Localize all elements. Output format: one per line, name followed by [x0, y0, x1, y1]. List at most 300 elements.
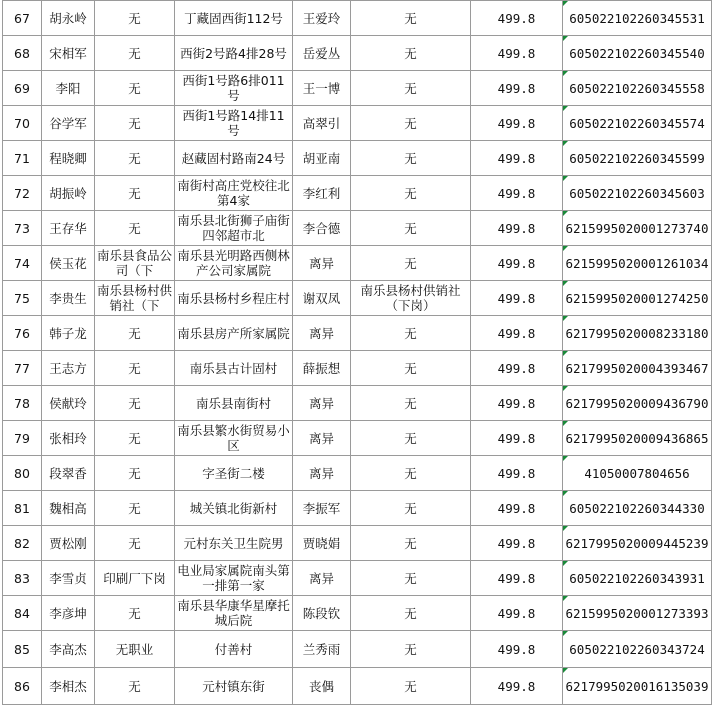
amount-cell [471, 211, 563, 246]
row-number [3, 631, 42, 668]
amount-cell-text: 499.8 [497, 10, 536, 26]
workplace-cell-text: 无 [128, 185, 141, 201]
address-cell-text: 电业局家属院南头第一排第一家 [177, 563, 290, 593]
account-cell [563, 596, 712, 631]
amount-cell [471, 36, 563, 71]
table-row [3, 668, 712, 705]
name-cell [42, 421, 95, 456]
address-cell-text: 南街村高庄党校往北第4家 [177, 178, 290, 208]
spouse-workplace-cell [351, 668, 471, 705]
address-cell-text: 南乐县华康华星摩托城后院 [177, 598, 290, 628]
row-number-text: 78 [14, 395, 30, 411]
address-cell-text: 城关镇北街新村 [189, 500, 278, 516]
spouse-workplace-cell-text: 无 [404, 80, 417, 96]
amount-cell-text: 499.8 [497, 430, 536, 446]
workplace-cell [95, 246, 175, 281]
amount-cell [471, 281, 563, 316]
account-cell-text: 6217995020009445239 [565, 535, 709, 551]
spouse-cell [293, 281, 351, 316]
spouse-cell [293, 36, 351, 71]
amount-cell [471, 596, 563, 631]
address-cell-text: 南乐县南街村 [195, 395, 271, 411]
address-cell [175, 526, 293, 561]
amount-cell [471, 246, 563, 281]
name-cell-text: 李阳 [55, 80, 81, 96]
name-cell-text: 王存华 [49, 220, 87, 236]
amount-cell [471, 141, 563, 176]
account-cell-text: 6217995020008233180 [565, 325, 709, 341]
workplace-cell-text: 无 [128, 395, 141, 411]
spouse-workplace-cell-text: 无 [404, 255, 417, 271]
workplace-cell [95, 456, 175, 491]
cell-comment-marker-icon [563, 36, 568, 41]
amount-cell-text: 499.8 [497, 535, 536, 551]
account-cell [563, 421, 712, 456]
address-cell-text: 南乐县繁水街贸易小区 [177, 423, 290, 453]
spouse-cell [293, 561, 351, 596]
name-cell-text: 李相杰 [49, 678, 87, 694]
table-row [3, 421, 712, 456]
spouse-workplace-cell [351, 71, 471, 106]
address-cell [175, 421, 293, 456]
spouse-workplace-cell-text: 无 [404, 465, 417, 481]
spouse-workplace-cell [351, 631, 471, 668]
table-row [3, 526, 712, 561]
amount-cell-text: 499.8 [497, 80, 536, 96]
row-number-text: 73 [14, 220, 30, 236]
workplace-cell-text: 无 [128, 325, 141, 341]
address-cell-text: 西街2号路4排28号 [180, 45, 287, 61]
name-cell [42, 351, 95, 386]
row-number [3, 386, 42, 421]
address-cell-text: 赵藏固村路南24号 [181, 150, 286, 166]
address-cell [175, 211, 293, 246]
account-cell [563, 631, 712, 668]
amount-cell-text: 499.8 [497, 115, 536, 131]
address-cell-text: 元村镇东街 [202, 678, 265, 694]
amount-cell-text: 499.8 [497, 641, 536, 657]
spouse-cell-text: 离异 [308, 325, 334, 341]
spouse-workplace-cell-text: 无 [404, 430, 417, 446]
row-number-text: 70 [14, 115, 30, 131]
spouse-workplace-cell-text: 无 [404, 360, 417, 376]
name-cell-text: 李雪贞 [49, 570, 87, 586]
table-row [3, 141, 712, 176]
name-cell [42, 281, 95, 316]
name-cell [42, 36, 95, 71]
table-row [3, 71, 712, 106]
account-cell [563, 316, 712, 351]
account-cell [563, 1, 712, 36]
row-number [3, 1, 42, 36]
cell-comment-marker-icon [563, 491, 568, 496]
row-number [3, 211, 42, 246]
table-row [3, 1, 712, 36]
row-number-text: 80 [14, 465, 30, 481]
workplace-cell [95, 71, 175, 106]
spouse-cell [293, 386, 351, 421]
spouse-workplace-cell-text: 无 [404, 150, 417, 166]
spouse-workplace-cell [351, 281, 471, 316]
amount-cell-text: 499.8 [497, 570, 536, 586]
spouse-workplace-cell-text: 无 [404, 605, 417, 621]
amount-cell [471, 351, 563, 386]
address-cell-text: 南乐县房产所家属院 [177, 325, 290, 341]
amount-cell-text: 499.8 [497, 360, 536, 376]
cell-comment-marker-icon [563, 596, 568, 601]
name-cell [42, 176, 95, 211]
workplace-cell-text: 无 [128, 500, 141, 516]
name-cell [42, 596, 95, 631]
table-row [3, 106, 712, 141]
row-number-text: 83 [14, 570, 30, 586]
spouse-cell [293, 316, 351, 351]
address-cell-text: 南乐县杨村乡程庄村 [177, 290, 290, 306]
spouse-cell-text: 王一博 [302, 80, 341, 96]
spouse-cell-text: 王爱玲 [302, 10, 341, 26]
account-cell-text: 605022102260344330 [569, 500, 705, 516]
spouse-workplace-cell-text: 无 [404, 678, 417, 694]
spouse-workplace-cell-text: 无 [404, 570, 417, 586]
table-row [3, 176, 712, 211]
account-cell [563, 561, 712, 596]
account-cell [563, 351, 712, 386]
name-cell [42, 211, 95, 246]
row-number-text: 76 [14, 325, 30, 341]
cell-comment-marker-icon [563, 211, 568, 216]
spouse-cell [293, 596, 351, 631]
name-cell-text: 魏相高 [49, 500, 87, 516]
address-cell-text: 付善村 [214, 641, 253, 657]
address-cell [175, 36, 293, 71]
amount-cell [471, 631, 563, 668]
account-cell-text: 605022102260345603 [569, 185, 705, 201]
amount-cell [471, 491, 563, 526]
account-cell [563, 668, 712, 705]
spouse-workplace-cell [351, 596, 471, 631]
spouse-cell [293, 456, 351, 491]
spouse-workplace-cell-text: 无 [404, 535, 417, 551]
amount-cell-text: 499.8 [497, 185, 536, 201]
spouse-workplace-cell [351, 36, 471, 71]
spouse-workplace-cell [351, 421, 471, 456]
account-cell [563, 36, 712, 71]
cell-comment-marker-icon [563, 176, 568, 181]
spouse-cell-text: 高翠引 [302, 115, 341, 131]
name-cell [42, 631, 95, 668]
table-row [3, 246, 712, 281]
spouse-cell-text: 离异 [308, 465, 334, 481]
amount-cell-text: 499.8 [497, 500, 536, 516]
spouse-workplace-cell-text: 南乐县杨村供销社（下岗） [360, 283, 461, 313]
name-cell-text: 谷学军 [49, 115, 87, 131]
cell-comment-marker-icon [563, 561, 568, 566]
row-number-text: 86 [14, 678, 30, 694]
amount-cell [471, 668, 563, 705]
row-number [3, 316, 42, 351]
spouse-cell [293, 351, 351, 386]
address-cell-text: 元村东关卫生院男 [183, 535, 284, 551]
spouse-workplace-cell-text: 无 [404, 395, 417, 411]
row-number-text: 81 [14, 500, 30, 516]
account-cell [563, 106, 712, 141]
table-row [3, 386, 712, 421]
workplace-cell [95, 421, 175, 456]
address-cell [175, 246, 293, 281]
spouse-workplace-cell [351, 456, 471, 491]
account-cell-text: 6217995020009436865 [565, 430, 709, 446]
row-number-text: 82 [14, 535, 30, 551]
row-number-text: 67 [14, 10, 30, 26]
account-cell [563, 211, 712, 246]
spouse-cell-text: 岳爱丛 [302, 45, 341, 61]
account-cell-text: 6215995020001274250 [565, 290, 709, 306]
workplace-cell-text: 无 [128, 220, 141, 236]
address-cell-text: 南乐县北街狮子庙街四邻超市北 [177, 213, 290, 243]
name-cell-text: 李彦坤 [49, 605, 87, 621]
account-cell [563, 491, 712, 526]
workplace-cell-text: 无 [128, 465, 141, 481]
account-cell-text: 6215995020001273393 [565, 605, 709, 621]
spouse-cell [293, 106, 351, 141]
name-cell-text: 胡永岭 [49, 10, 87, 26]
spouse-workplace-cell [351, 141, 471, 176]
workplace-cell [95, 106, 175, 141]
workplace-cell-text: 无职业 [115, 641, 154, 657]
address-cell-text: 南乐县光明路西侧林产公司家属院 [177, 248, 290, 278]
spouse-cell [293, 421, 351, 456]
name-cell-text: 段翠香 [49, 465, 87, 481]
address-cell [175, 176, 293, 211]
workplace-cell-text: 南乐县杨村供销社（下 [97, 283, 173, 313]
workplace-cell [95, 386, 175, 421]
spouse-cell-text: 胡亚南 [302, 150, 341, 166]
workplace-cell-text: 无 [128, 80, 141, 96]
name-cell-text: 李高杰 [49, 641, 87, 657]
amount-cell [471, 386, 563, 421]
amount-cell [471, 561, 563, 596]
workplace-cell [95, 668, 175, 705]
address-cell-text: 字圣街二楼 [202, 465, 265, 481]
cell-comment-marker-icon [563, 71, 568, 76]
account-cell [563, 246, 712, 281]
name-cell-text: 侯献玲 [49, 395, 87, 411]
workplace-cell [95, 351, 175, 386]
amount-cell-text: 499.8 [497, 395, 536, 411]
workplace-cell-text: 南乐县食品公司（下 [97, 248, 173, 278]
name-cell [42, 386, 95, 421]
name-cell-text: 贾松刚 [49, 535, 87, 551]
account-cell-text: 605022102260345540 [569, 45, 705, 61]
name-cell [42, 316, 95, 351]
row-number [3, 36, 42, 71]
account-cell [563, 141, 712, 176]
name-cell [42, 668, 95, 705]
account-cell-text: 6215995020001261034 [565, 255, 709, 271]
row-number-text: 79 [14, 430, 30, 446]
row-number [3, 526, 42, 561]
workplace-cell-text: 无 [128, 150, 141, 166]
row-number [3, 141, 42, 176]
name-cell [42, 141, 95, 176]
spouse-workplace-cell-text: 无 [404, 10, 417, 26]
spouse-workplace-cell-text: 无 [404, 185, 417, 201]
address-cell [175, 71, 293, 106]
workplace-cell-text: 无 [128, 605, 141, 621]
address-cell-text: 丁藏固西街112号 [184, 10, 283, 26]
spouse-cell-text: 离异 [308, 430, 334, 446]
cell-comment-marker-icon [563, 141, 568, 146]
spouse-cell-text: 丧偶 [308, 678, 334, 694]
spouse-workplace-cell [351, 526, 471, 561]
account-cell-text: 6217995020016135039 [565, 678, 709, 694]
workplace-cell [95, 526, 175, 561]
account-cell [563, 456, 712, 491]
name-cell [42, 1, 95, 36]
amount-cell-text: 499.8 [497, 255, 536, 271]
amount-cell [471, 176, 563, 211]
spouse-cell [293, 246, 351, 281]
account-cell-text: 605022102260343931 [569, 570, 705, 586]
spouse-cell-text: 离异 [308, 395, 334, 411]
workplace-cell [95, 211, 175, 246]
table-row [3, 316, 712, 351]
spouse-cell [293, 526, 351, 561]
account-cell-text: 605022102260345574 [569, 115, 705, 131]
spouse-workplace-cell [351, 351, 471, 386]
name-cell [42, 71, 95, 106]
amount-cell-text: 499.8 [497, 465, 536, 481]
spouse-cell-text: 薛振想 [302, 360, 341, 376]
address-cell-text: 南乐县古计固村 [189, 360, 278, 376]
name-cell [42, 106, 95, 141]
workplace-cell-text: 印刷厂下岗 [103, 570, 166, 586]
address-cell [175, 631, 293, 668]
amount-cell-text: 499.8 [497, 150, 536, 166]
name-cell [42, 456, 95, 491]
address-cell [175, 386, 293, 421]
spouse-workplace-cell [351, 106, 471, 141]
name-cell-text: 韩子龙 [49, 325, 87, 341]
workplace-cell-text: 无 [128, 535, 141, 551]
cell-comment-marker-icon [563, 421, 568, 426]
spouse-cell-text: 谢双凤 [302, 290, 341, 306]
table-row [3, 36, 712, 71]
cell-comment-marker-icon [563, 106, 568, 111]
spouse-workplace-cell [351, 491, 471, 526]
amount-cell [471, 1, 563, 36]
spouse-workplace-cell [351, 386, 471, 421]
name-cell [42, 246, 95, 281]
spouse-workplace-cell-text: 无 [404, 115, 417, 131]
address-cell [175, 141, 293, 176]
row-number [3, 491, 42, 526]
address-cell [175, 281, 293, 316]
workplace-cell [95, 491, 175, 526]
name-cell-text: 侯玉花 [49, 255, 87, 271]
spouse-cell [293, 211, 351, 246]
row-number [3, 281, 42, 316]
spouse-cell-text: 离异 [308, 570, 334, 586]
table-row [3, 211, 712, 246]
amount-cell-text: 499.8 [497, 290, 536, 306]
amount-cell-text: 499.8 [497, 45, 536, 61]
row-number [3, 246, 42, 281]
workplace-cell-text: 无 [128, 115, 141, 131]
spouse-workplace-cell [351, 246, 471, 281]
spouse-cell-text: 李合德 [302, 220, 341, 236]
row-number [3, 456, 42, 491]
row-number-text: 71 [14, 150, 30, 166]
workplace-cell-text: 无 [128, 45, 141, 61]
cell-comment-marker-icon [563, 668, 568, 673]
spouse-cell-text: 离异 [308, 255, 334, 271]
workplace-cell [95, 141, 175, 176]
amount-cell [471, 421, 563, 456]
amount-cell-text: 499.8 [497, 678, 536, 694]
account-cell-text: 605022102260345531 [569, 10, 705, 26]
name-cell-text: 李贵生 [49, 290, 87, 306]
name-cell [42, 561, 95, 596]
account-cell [563, 176, 712, 211]
row-number-text: 85 [14, 641, 30, 657]
spouse-workplace-cell [351, 1, 471, 36]
spouse-cell [293, 71, 351, 106]
workplace-cell [95, 36, 175, 71]
row-number [3, 596, 42, 631]
name-cell-text: 宋相军 [49, 45, 87, 61]
name-cell [42, 491, 95, 526]
row-number [3, 561, 42, 596]
account-cell-text: 605022102260345599 [569, 150, 705, 166]
row-number [3, 668, 42, 705]
row-number-text: 74 [14, 255, 30, 271]
amount-cell [471, 106, 563, 141]
workplace-cell [95, 561, 175, 596]
name-cell-text: 王志方 [49, 360, 87, 376]
table-row [3, 456, 712, 491]
row-number [3, 71, 42, 106]
account-cell-text: 605022102260343724 [569, 641, 705, 657]
spouse-workplace-cell-text: 无 [404, 220, 417, 236]
cell-comment-marker-icon [563, 316, 568, 321]
name-cell-text: 胡振岭 [49, 185, 87, 201]
amount-cell [471, 526, 563, 561]
spouse-cell [293, 176, 351, 211]
account-cell [563, 281, 712, 316]
table-row [3, 281, 712, 316]
address-cell-text: 西街1号路14排11号 [182, 108, 285, 138]
spouse-workplace-cell-text: 无 [404, 45, 417, 61]
workplace-cell-text: 无 [128, 360, 141, 376]
name-cell [42, 526, 95, 561]
workplace-cell [95, 596, 175, 631]
cell-comment-marker-icon [563, 281, 568, 286]
table-row [3, 631, 712, 668]
workplace-cell-text: 无 [128, 10, 141, 26]
address-cell [175, 456, 293, 491]
address-cell [175, 1, 293, 36]
row-number-text: 68 [14, 45, 30, 61]
workplace-cell-text: 无 [128, 430, 141, 446]
spouse-cell-text: 李红利 [302, 185, 341, 201]
row-number-text: 72 [14, 185, 30, 201]
amount-cell-text: 499.8 [497, 220, 536, 236]
row-number-text: 84 [14, 605, 30, 621]
address-cell [175, 561, 293, 596]
cell-comment-marker-icon [563, 386, 568, 391]
table-row [3, 491, 712, 526]
